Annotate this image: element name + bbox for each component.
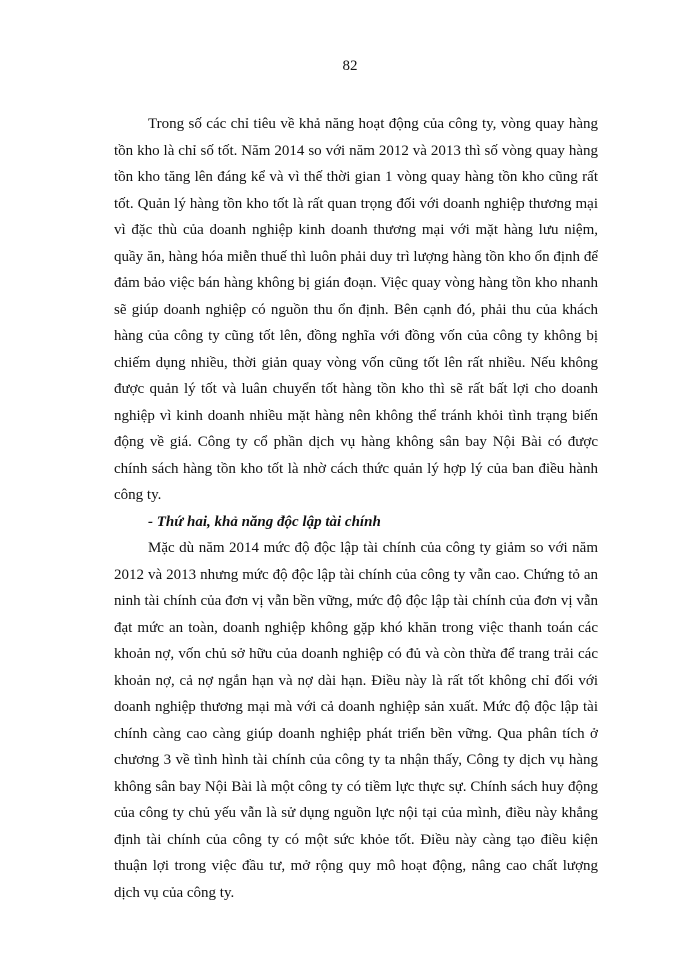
document-body bbox=[114, 111, 598, 906]
paragraph-financial-independence: Mặc dù năm 2014 mức độ độc lập tài chính của công ty giảm so với năm 2012 và 2013 nhưng mức độ độc lập tài chính của công ty vẫn cao. Chứng tỏ an ninh tài chính của đơn vị vẫn bền vững, mức độ độc lập tài chính của đơn vị vẫn đạt mức an toàn, doanh nghiệp không gặp khó khăn trong việc thanh toán các khoản nợ, vốn chủ sở hữu của doanh nghiệp có đủ và còn thừa để trang trải các khoản nợ, cả nợ ngắn hạn và nợ dài hạn. Điều này là rất tốt không chỉ đối với doanh nghiệp thương mại mà với cả doanh nghiệp sản xuất. Mức độ độc lập tài chính càng cao càng giúp doanh nghiệp phát triển bền vững. Qua phân tích ở chương 3 về tình hình tài chính của công ty ta nhận thấy, Công ty dịch vụ hàng không sân bay Nội Bài là một công ty có tiềm lực thực sự. Chính sách huy động của công ty chủ yếu vẫn là sử dụng nguồn lực nội tại của mình, điều này khẳng định tài chính của công ty có một sức khỏe tốt. Điều này càng tạo điều kiện thuận lợi trong việc đầu tư, mở rộng quy mô hoạt động, nâng cao chất lượng dịch vụ của công ty. bbox=[114, 540, 598, 901]
page-number: 82 bbox=[342, 58, 358, 74]
section-heading-financial-independence: - Thứ hai, khả năng độc lập tài chính bbox=[148, 513, 381, 530]
paragraph-inventory-turnover: Trong số các chỉ tiêu về khả năng hoạt động của công ty, vòng quay hàng tồn kho là chỉ số tốt. Năm 2014 so với năm 2012 và 2013 thì số vòng quay hàng tồn kho tăng lên đáng kể và vì thế thời gian 1 vòng quay hàng tồn kho cũng rất tốt. Quản lý hàng tồn kho tốt là rất quan trọng đối với doanh nghiệp thương mại vì đặc thù của doanh nghiệp kinh doanh thương mại với mặt hàng lưu niệm, quầy ăn, hàng hóa miễn thuế thì luôn phải duy trì lượng hàng tồn kho ổn định để đảm bảo việc bán hàng không bị gián đoạn. Việc quay vòng hàng tồn kho nhanh sẽ giúp doanh nghiệp có nguồn thu ổn định. Bên cạnh đó, phải thu của khách hàng của công ty cũng tốt lên, đồng nghĩa với đồng vốn của công ty không bị chiếm dụng nhiều, thời giản quay vòng vốn cũng tốt lên rất nhiều. Nếu không được quản lý tốt và luân chuyển tốt hàng tồn kho thì sẽ rất bất lợi cho doanh nghiệp vì kinh doanh nhiều mặt hàng nên không thể tránh khỏi tình trạng biến động về giá. Công ty cổ phần dịch vụ hàng không sân bay Nội Bài có được chính sách hàng tồn kho tốt là nhờ cách thức quản lý hợp lý của ban điều hành công ty. bbox=[114, 116, 598, 503]
